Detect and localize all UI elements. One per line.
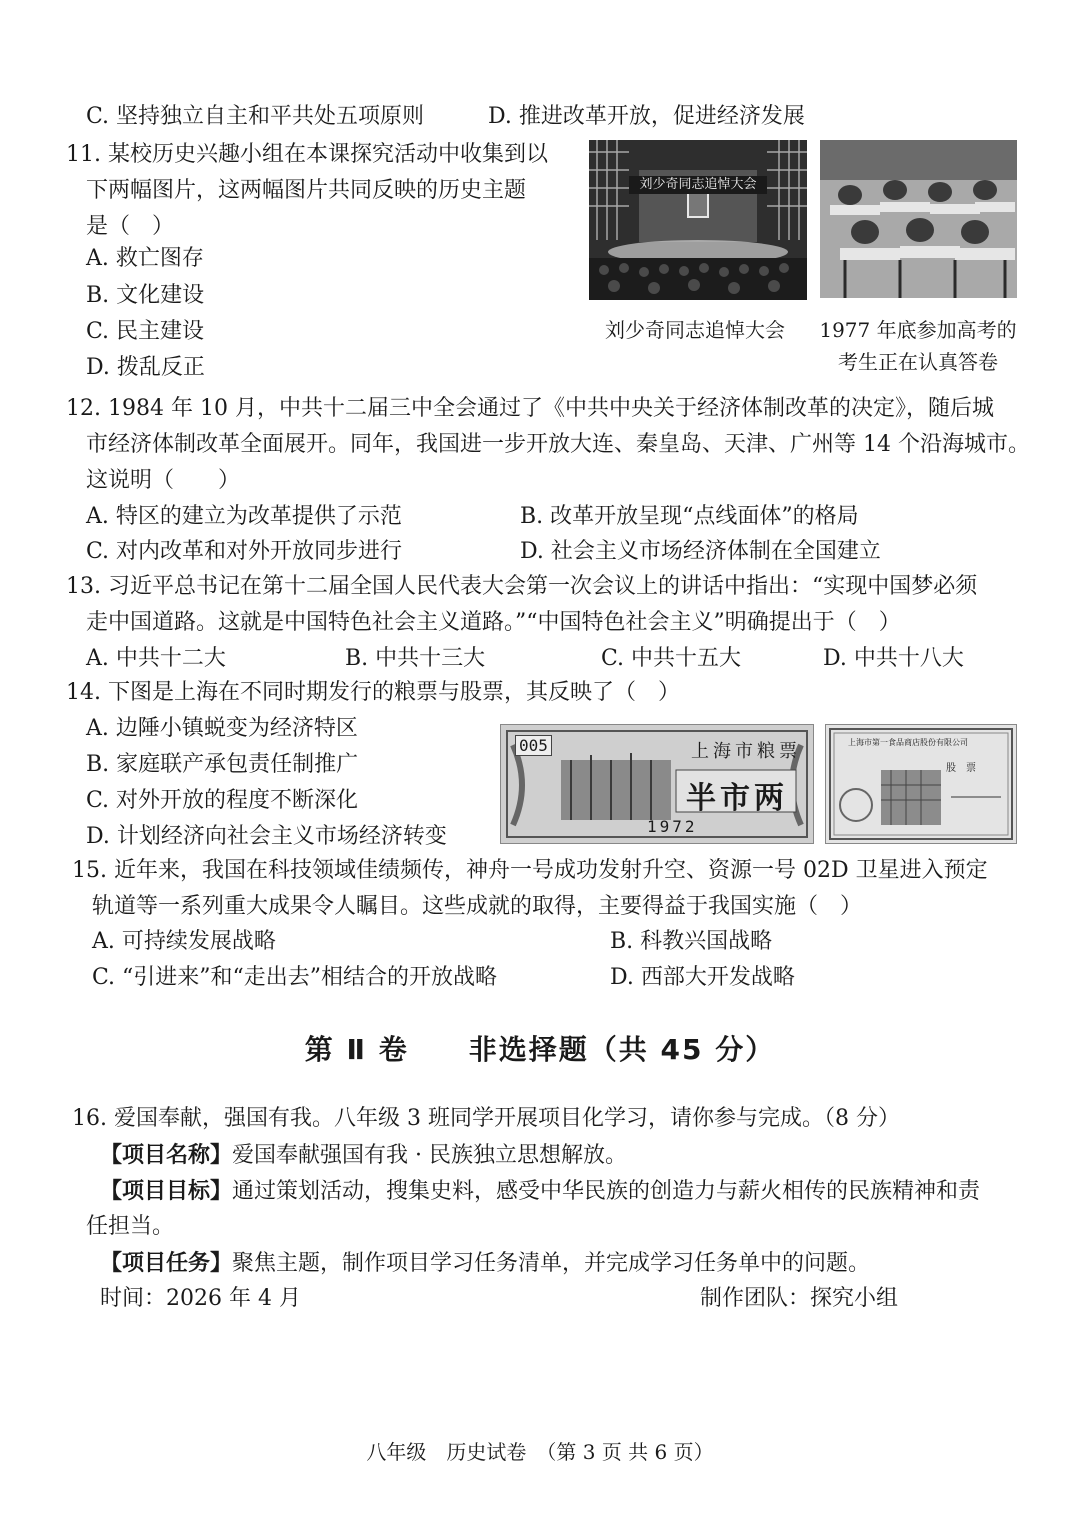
q15-option-d: D. 西部大开发战略	[610, 965, 795, 990]
q15-option-b: B. 科教兴国战略	[610, 929, 773, 954]
q11-option-d: D. 拨乱反正	[86, 355, 205, 380]
grain-ticket-value: 半市两	[686, 781, 788, 816]
grain-ticket-image	[500, 724, 814, 844]
exam-photo-caption-line2: 考生正在认真答卷	[838, 350, 998, 374]
grain-ticket-title: 上海市粮票	[691, 741, 801, 762]
q13-option-b: B. 中共十三大	[345, 646, 486, 671]
q15-stem-line2: 轨道等一系列重大成果令人瞩目。这些成就的取得，主要得益于我国实施（ ）	[92, 894, 863, 919]
q15-option-a: A. 可持续发展战略	[92, 929, 276, 954]
stock-company-name: 上海市第一食品商店股份有限公司	[848, 738, 968, 747]
q12-option-a: A. 特区的建立为改革提供了示范	[86, 504, 402, 529]
q13-option-a: A. 中共十二大	[86, 646, 226, 671]
stock-certificate-image	[825, 724, 1017, 844]
q13-option-c: C. 中共十五大	[601, 646, 742, 671]
q15-stem-line1: 15. 近年来，我国在科技领域佳绩频传，神舟一号成功发射升空、资源一号 02D 卫星进入预定	[72, 858, 988, 883]
q12-stem-line3: 这说明（ ）	[86, 468, 241, 493]
q14-option-a: A. 边陲小镇蜕变为经济特区	[86, 716, 358, 741]
q16-stem: 16. 爱国奉献，强国有我。八年级 3 班同学开展项目化学习，请你参与完成。（8 分）	[72, 1106, 900, 1131]
section-2-title: 第 Ⅱ 卷 非选择题（共 45 分）	[304, 1033, 776, 1066]
memorial-meeting-photo	[589, 140, 807, 300]
project-goal-text: 通过策划活动，搜集史料，感受中华民族的创造力与薪火相传的民族精神和责	[232, 1179, 981, 1204]
q12-option-d: D. 社会主义市场经济体制在全国建立	[520, 539, 881, 564]
exam-hall-photo	[820, 140, 1017, 298]
exam-photo-caption-line1: 1977 年底参加高考的	[819, 318, 1017, 342]
q16-project-goal	[100, 1176, 980, 1207]
q12-stem-line2: 市经济体制改革全面展开。同年，我国进一步开放大连、秦皇岛、天津、广州等 14 个沿海城市。	[86, 432, 1030, 457]
q11-option-b: B. 文化建设	[86, 283, 205, 308]
q14-option-b: B. 家庭联产承包责任制推广	[86, 752, 359, 777]
memorial-photo-caption: 刘少奇同志追悼大会	[605, 318, 785, 342]
q16-project-name	[100, 1140, 627, 1171]
q10-option-d: D. 推进改革开放，促进经济发展	[488, 104, 805, 129]
memorial-banner: 刘少奇同志追悼大会	[629, 176, 767, 194]
grain-ticket-year: 1972	[647, 817, 698, 836]
stock-label: 股 票	[946, 763, 976, 774]
project-goal-label: 【项目目标】	[100, 1178, 233, 1204]
project-task-text: 聚焦主题，制作项目学习任务清单，并完成学习任务单中的问题。	[232, 1251, 871, 1276]
q12-option-b: B. 改革开放呈现“点线面体”的格局	[520, 504, 859, 529]
q13-option-d: D. 中共十八大	[823, 646, 964, 671]
q16-project-task	[100, 1248, 870, 1279]
q11-stem-line2: 下两幅图片，这两幅图片共同反映的历史主题	[86, 178, 527, 203]
project-name-label: 【项目名称】	[100, 1142, 233, 1168]
project-task-label: 【项目任务】	[100, 1250, 233, 1276]
q13-stem-line1: 13. 习近平总书记在第十二届全国人民代表大会第一次会议上的讲话中指出：“实现中国梦必须	[66, 574, 978, 599]
q14-option-c: C. 对外开放的程度不断深化	[86, 788, 359, 813]
q16-project-goal-line2: 任担当。	[86, 1214, 175, 1239]
page-footer: 八年级 历史试卷 （第 3 页 共 6 页）	[366, 1440, 714, 1464]
q14-stem: 14. 下图是上海在不同时期发行的粮票与股票，其反映了（ ）	[66, 680, 680, 705]
q15-option-c: C. “引进来”和“走出去”相结合的开放战略	[92, 965, 498, 990]
project-name-text: 爱国奉献强国有我 · 民族独立思想解放。	[232, 1143, 627, 1168]
q12-stem-line1: 12. 1984 年 10 月，中共十二届三中全会通过了《中共中央关于经济体制改革的决定》，随后城	[66, 396, 994, 421]
q11-option-c: C. 民主建设	[86, 319, 205, 344]
q12-option-c: C. 对内改革和对外开放同步进行	[86, 539, 403, 564]
q11-stem-line3: 是（ ）	[86, 214, 175, 239]
q13-stem-line2: 走中国道路。这就是中国特色社会主义道路。”“中国特色社会主义”明确提出于（ ）	[86, 610, 901, 635]
q11-stem-line1: 11. 某校历史兴趣小组在本课探究活动中收集到以	[66, 142, 548, 167]
q10-option-c: C. 坚持独立自主和平共处五项原则	[86, 104, 425, 129]
grain-ticket-number: 005	[515, 735, 552, 756]
q16-time: 时间：2026 年 4 月	[100, 1286, 301, 1311]
q11-option-a: A. 救亡图存	[86, 246, 204, 271]
q16-team: 制作团队：探究小组	[700, 1286, 899, 1311]
q14-option-d: D. 计划经济向社会主义市场经济转变	[86, 824, 447, 849]
